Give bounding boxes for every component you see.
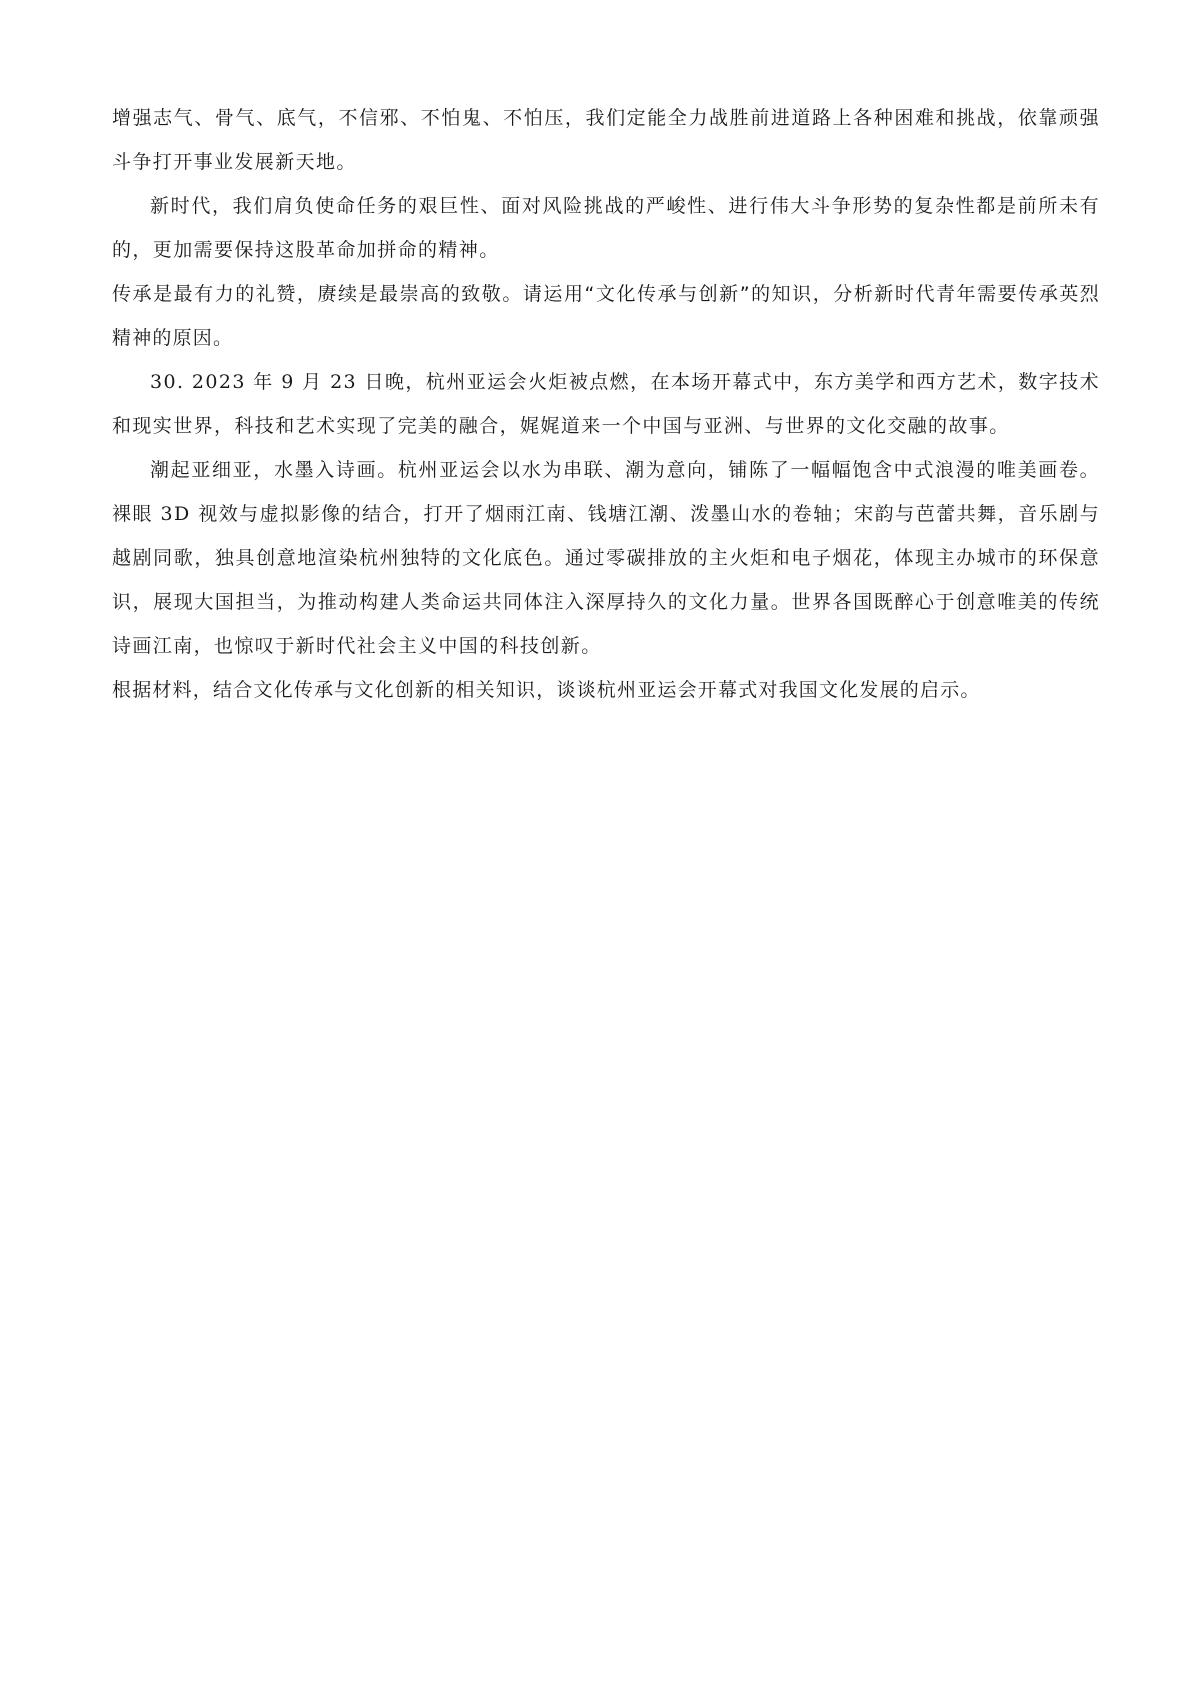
question-prompt-29: 传承是最有力的礼赞，赓续是最崇高的致敬。请运用“文化传承与创新”的知识，分析新时代青年需要传承英烈精神的原因。 (112, 283, 1100, 349)
question-prompt-30: 根据材料，结合文化传承与文化创新的相关知识，谈谈杭州亚运会开幕式对我国文化发展的启示。 (112, 679, 981, 701)
question-30-material-intro: 30. 2023 年 9 月 23 日晚，杭州亚运会火炬被点燃，在本场开幕式中，东方美学和西方艺术，数字技术和现实世界，科技和艺术实现了完美的融合，娓娓道来一个中国与亚洲、与世界的文化交融的故事。 (112, 371, 1100, 437)
question-30-material-body: 潮起亚细亚，水墨入诗画。杭州亚运会以水为串联、潮为意向，铺陈了一幅幅饱含中式浪漫的唯美画卷。裸眼 3D 视效与虚拟影像的结合，打开了烟雨江南、钱塘江潮、泼墨山水的卷轴；宋韵与芭蕾共舞，音乐剧与越剧同歌，独具创意地渲染杭州独特的文化底色。通过零碳排放的主火炬和电子烟花，体现主办城市的环保意识，展现大国担当，为推动构建人类命运共同体注入深厚持久的文化力量。世界各国既醉心于创意唯美的传统诗画江南，也惊叹于新时代社会主义中国的科技创新。 (112, 459, 1100, 657)
material-paragraph-continued: 增强志气、骨气、底气，不信邪、不怕鬼、不怕压，我们定能全力战胜前进道路上各种困难和挑战，依靠顽强斗争打开事业发展新天地。 (112, 107, 1100, 173)
material-paragraph-new-era: 新时代，我们肩负使命任务的艰巨性、面对风险挑战的严峻性、进行伟大斗争形势的复杂性都是前所未有的，更加需要保持这股革命加拼命的精神。 (112, 195, 1100, 261)
document-body (112, 96, 1100, 712)
